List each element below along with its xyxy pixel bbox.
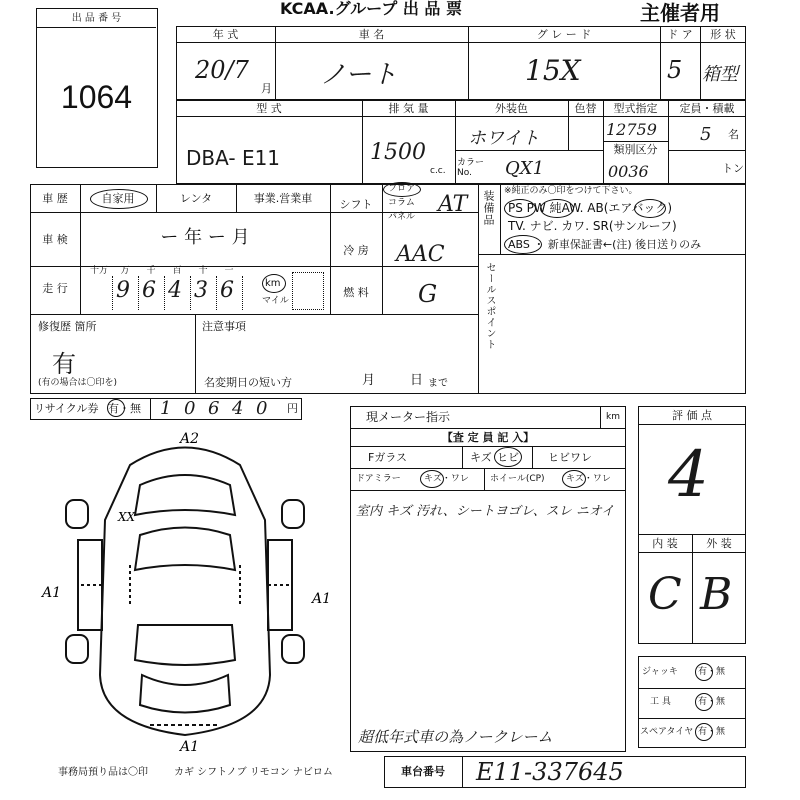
inspection-value: ー 年 ー 月 xyxy=(160,227,250,248)
organizer-label: 主催者用 xyxy=(640,1,720,25)
shift-label: シフト xyxy=(339,198,373,211)
shift-panel: パネル xyxy=(388,212,416,222)
exterior-grade: B xyxy=(700,569,733,620)
mirror-value: キズ・ワレ xyxy=(424,474,469,484)
glass-label: Fガラス xyxy=(368,451,407,464)
jack-label: ジャッキ xyxy=(642,667,678,677)
mileage-check-box xyxy=(292,272,324,310)
doors-value: 5 xyxy=(667,56,683,84)
wheel-scratch-circle xyxy=(562,470,586,488)
history-rental: レンタ xyxy=(179,192,213,205)
meter-km-unit: km xyxy=(606,412,620,422)
year-label: 年 式 xyxy=(212,28,239,41)
mileage-digit: 4 xyxy=(168,278,182,303)
color-value: ホワイト xyxy=(468,128,540,149)
equipment-pw-circle xyxy=(540,199,574,218)
mileage-mile-unit: マイル xyxy=(262,296,289,306)
shift-column: コラム xyxy=(388,198,415,208)
recycle-label: リサイクル券 xyxy=(34,402,99,415)
mileage-digit: 6 xyxy=(142,278,156,303)
grade-value: 15X xyxy=(525,54,581,87)
ac-label: 冷 房 xyxy=(343,244,369,257)
body-type-value: 箱型 xyxy=(702,64,738,85)
displacement-label: 排 気 量 xyxy=(388,102,429,115)
glass-crack-break: ヒビワレ xyxy=(548,451,592,464)
equipment-ab-circle xyxy=(634,199,666,218)
tool-options: 有・無 xyxy=(698,697,726,707)
inspection-label: 車 検 xyxy=(42,233,68,246)
equipment-abs-circle xyxy=(504,235,542,254)
mileage-place: 万 xyxy=(120,266,130,276)
history-label: 車 歴 xyxy=(42,192,68,205)
lot-label: 出 品 番 号 xyxy=(71,13,122,24)
equipment-line-2: TV. ナビ. カワ. SR(サンルーフ) xyxy=(508,219,677,233)
color-no-value: QX1 xyxy=(505,158,545,179)
mileage-place: 十万 xyxy=(89,266,108,276)
repair-label: 修復歴 箇所 xyxy=(38,320,97,333)
wheel-value: キズ・ワレ xyxy=(566,474,611,484)
shift-floor-circle xyxy=(383,182,421,197)
office-note: 事務局預り品は〇印 xyxy=(58,767,148,778)
office-items: カギ シフトノブ リモコン ナビロム xyxy=(174,767,333,778)
recycle-digit: 1 xyxy=(160,398,172,419)
chassis-label: 車台番号 xyxy=(401,765,445,778)
jack-yes-circle xyxy=(695,663,713,681)
tool-label: 工 具 xyxy=(650,697,671,707)
repair-value: 有 xyxy=(52,350,76,378)
model-label: 型 式 xyxy=(256,102,282,115)
mileage-place: 十 xyxy=(198,266,208,276)
type-designation-label: 型式指定 xyxy=(613,102,658,115)
model-value: DBA- E11 xyxy=(186,146,281,170)
capacity-unit: 名 xyxy=(728,128,739,141)
year-suffix: 月 xyxy=(261,82,272,95)
sales-point-label: セールスポイント xyxy=(484,262,495,350)
body-type-label: 形 状 xyxy=(710,28,736,41)
glass-crack: ヒビ xyxy=(497,451,519,464)
mirror-label: ドアミラー xyxy=(356,474,401,484)
wheel-label: ホイール(CP) xyxy=(490,474,545,484)
diagram-mark-side: XX xyxy=(118,510,136,524)
fuel-label: 燃 料 xyxy=(343,286,369,299)
displacement-value: 1500 xyxy=(370,140,426,165)
history-business: 事業.営業車 xyxy=(253,192,313,205)
diagram-mark-front: A2 xyxy=(180,431,200,447)
grade-label: グ レ ー ド xyxy=(536,28,592,41)
interior-grade: C xyxy=(648,569,682,620)
color-label: 外装色 xyxy=(495,102,528,115)
repair-note: (有の場合は〇印を) xyxy=(38,378,118,388)
capacity-value: 5 xyxy=(700,124,712,145)
recycle-digit: 0 xyxy=(184,398,196,419)
type-designation-value: 12759 xyxy=(606,120,657,139)
chassis-value: E11-337645 xyxy=(476,758,624,786)
cc-unit: c.c. xyxy=(430,166,446,176)
color-change-label: 色替 xyxy=(574,102,597,115)
glass-crack-circle xyxy=(494,447,522,467)
car-damage-diagram xyxy=(30,425,340,755)
car-name-label: 車 名 xyxy=(358,28,385,41)
recycle-unit: 円 xyxy=(287,402,298,415)
mileage-km-circle xyxy=(262,274,286,293)
deadline-month: 月 xyxy=(362,373,376,388)
mileage-digit: 9 xyxy=(116,278,130,303)
inspector-remarks-2: 超低年式車の為ノークレーム xyxy=(358,728,553,746)
mileage-place: 百 xyxy=(172,266,182,276)
equipment-label: 装備品 xyxy=(482,190,495,226)
category-label: 類別区分 xyxy=(613,143,658,156)
diagram-mark-left: A1 xyxy=(42,585,62,601)
fuel-value: G xyxy=(418,280,438,308)
inspector-remarks-1: 室内 キズ 汚れ、シートヨゴレ、スレ ニオイ xyxy=(356,504,615,519)
history-circle xyxy=(90,189,148,209)
interior-label: 内 装 xyxy=(652,537,678,550)
mileage-km-unit: km xyxy=(265,278,281,289)
car-name-value: ノート xyxy=(320,60,398,90)
notes-label: 注意事項 xyxy=(202,320,246,333)
recycle-digit: 0 xyxy=(256,398,268,419)
mileage-place: 千 xyxy=(146,266,156,276)
recycle-options: 有・無 xyxy=(108,402,141,415)
deadline-day: 日 xyxy=(410,373,424,388)
spare-tire-yes-circle xyxy=(695,723,713,741)
shift-floor: フロア xyxy=(388,184,416,194)
tool-yes-circle xyxy=(695,693,713,711)
evaluation-label: 評 価 点 xyxy=(672,409,712,422)
equipment-ps-circle xyxy=(504,199,536,218)
recycle-digit: 6 xyxy=(208,398,220,419)
inspector-section-label: 【査 定 員 記 入】 xyxy=(441,431,535,444)
history-private: 自家用 xyxy=(101,192,135,205)
meter-label: 現メーター指示 xyxy=(366,410,451,424)
mileage-label: 走 行 xyxy=(42,282,68,295)
lot-number: 1064 xyxy=(60,79,133,115)
spare-tire-options: 有・無 xyxy=(698,727,726,737)
deadline-until: まで xyxy=(428,378,448,389)
equipment-note: ※純正のみ〇印をつけて下さい。 xyxy=(504,186,638,196)
capacity-label: 定員・積載 xyxy=(679,102,735,115)
equipment-line-3: ABS ・ 新車保証書←(注) 後日送りのみ xyxy=(508,238,702,251)
color-no-label: カラーNo. xyxy=(457,158,485,178)
ac-value: AAC xyxy=(396,242,445,267)
recycle-digit: 4 xyxy=(232,398,244,419)
evaluation-score: 4 xyxy=(668,438,709,512)
jack-options: 有・無 xyxy=(698,667,726,677)
recycle-yes-circle xyxy=(107,399,125,417)
equipment-line-1: PS PW 純AW. AB(エアバック) xyxy=(508,201,673,215)
load-unit: トン xyxy=(722,162,744,175)
exterior-label: 外 装 xyxy=(706,537,732,550)
sheet-title: KCAA.グループ 出 品 票 xyxy=(280,0,462,18)
mileage-digit: 3 xyxy=(194,278,208,303)
glass-scratch: キズ xyxy=(470,451,492,464)
name-change-deadline-label: 名変期日の短い方 xyxy=(204,376,292,389)
spare-tire-label: スペアタイヤ xyxy=(640,727,694,737)
diagram-mark-right: A1 xyxy=(312,591,332,607)
mileage-place: 一 xyxy=(224,266,234,276)
mileage-digit: 6 xyxy=(220,278,234,303)
diagram-mark-rear: A1 xyxy=(180,739,200,755)
year-value: 20/7 xyxy=(195,56,249,84)
mirror-scratch-circle xyxy=(420,470,444,488)
lot-number-box xyxy=(36,8,158,168)
category-value: 0036 xyxy=(608,162,649,181)
doors-label: ド ア xyxy=(667,28,693,41)
shift-value: AT xyxy=(438,192,468,217)
